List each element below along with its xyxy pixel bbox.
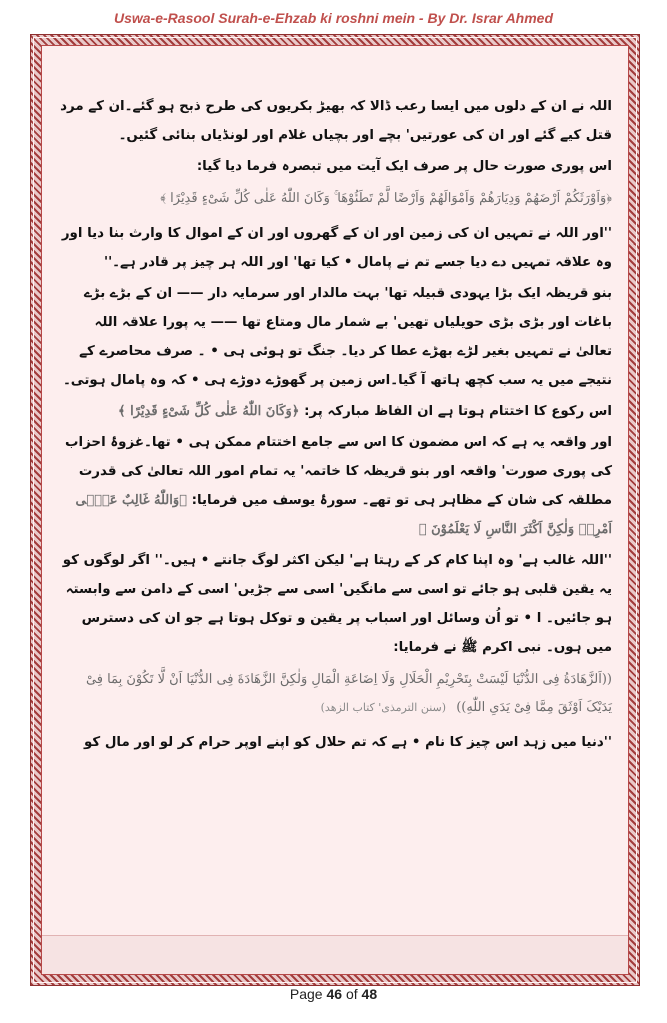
hadith-text: ((اَلزَّهَادَةُ فِی الدُّنْیَا لَیْسَتْ بِتَحْرِیْمِ الْحَلَالِ وَلَا اِضَاعَةِ الْمَالِ وَلٰکِنَّ الزَّهَادَةَ فِی الدُّنْیَا اَنْ لَّا تَکُوْنَ بِمَا فِیْ یَدَیْکَ اَوْثَقَ مِمَّا فِیْ یَدَیِ اللّٰهِ)) bbox=[85, 672, 612, 715]
page-bottom-strip bbox=[42, 935, 628, 974]
paragraph-4-intro bbox=[60, 397, 612, 426]
paragraph-4-intro-text: اس رکوع کا اختتام ہوتا ہے ان الفاظ مبارکہ پر: bbox=[304, 404, 612, 419]
paragraph-4 bbox=[60, 428, 612, 544]
ayah-3: ﴿وَاللّٰهُ غَالِبٌ عَلٰۤی اَمْرِهٖ وَلٰکِنَّ اَکْثَرَ النَّاسِ لَا یَعْلَمُوْنَ ﴾ bbox=[75, 493, 612, 537]
page-number bbox=[0, 986, 667, 1002]
current-page-number: 46 bbox=[326, 986, 343, 1002]
decorative-page-border bbox=[30, 34, 640, 986]
ayah-1: ﴿وَاَوْرَثَکُمْ اَرْضَهُمْ وَدِیَارَهُمْ وَاَمْوَالَهُمْ وَاَرْضًا لَّمْ تَطَئُوْهَا ۚ وَکَانَ اللّٰهُ عَلٰی کُلِّ شَیْءٍ قَدِیْرًا ﴾ bbox=[160, 191, 612, 206]
translation-1: ''اور اللہ نے تمہیں ان کی زمین اور ان کے گھروں اور ان کے اموال کا وارث بنا دیا اور وہ علاقہ تمہیں دے دیا جسے تم نے پامال • کیا تھا' اور اللہ ہر چیز پر قادر ہے۔'' bbox=[61, 226, 612, 270]
paragraph-3: بنو قریظہ ایک بڑا یہودی قبیلہ تھا' بہت مالدار اور سرمایہ دار —— ان کے بڑے بڑے باغات اور بڑی بڑی حویلیاں تھیں' بے شمار مال ومتاع تھا —— یہ پورا علاقہ اللہ تعالیٰ نے تمہیں بغیر لڑے بھڑے عطا کر دیا۔ جنگ تو ہوئی ہی • ۔ صرف محاصرے کے نتیجے میں یہ سب کچھ ہاتھ آ گیا۔اس زمین پر گھوڑے دوڑے ہی • کہ وہ پامال ہوتی۔ bbox=[62, 286, 612, 388]
paragraph-6: ''دنیا میں زہد اس چیز کا نام • ہے کہ تم حلال کو اپنے اوپر حرام کر لو اور مال کو bbox=[83, 735, 612, 750]
of-label: of bbox=[345, 986, 358, 1002]
paragraph-5: ''اللہ غالب ہے' وہ اپنا کام کر کے رہتا ہے' لیکن اکثر لوگ جانتے • ہیں۔'' اگر لوگوں کو یہ یقین قلبی ہو جائے تو اسی سے مانگیں' اسی سے جڑیں' اسی کے دامن سے وابستہ ہو جائیں۔ ا • تو اُن وسائل اور اسباب پر یقین و توکل ہوتا ہے جو ان کی دسترس میں ہوں۔ نبی اکرم ﷺ نے فرمایا: bbox=[62, 553, 612, 655]
hadith bbox=[60, 666, 612, 722]
paragraph-1: اللہ نے ان کے دلوں میں ایسا رعب ڈالا کہ بھیڑ بکریوں کی طرح ذبح ہو گئے۔ان کے مرد قتل کیے گئے اور ان کی عورتیں' بچے اور بچیاں غلام اور لونڈیاں بنائی گئیں۔ bbox=[60, 99, 612, 143]
page-label: Page bbox=[289, 986, 323, 1002]
document-title: Uswa-e-Rasool Surah-e-Ehzab ki roshni mein - By Dr. Israr Ahmed bbox=[113, 10, 554, 26]
paragraph-2: اس پوری صورت حال پر صرف ایک آیت میں تبصرہ فرما دیا گیا: bbox=[196, 159, 612, 174]
page-content bbox=[41, 45, 629, 975]
hadith-reference: (سنن الترمذی' کتاب الزھد) bbox=[320, 701, 447, 714]
paragraph-4-text: اور واقعہ یہ ہے کہ اس مضمون کا اس سے جامع اختتام ممکن ہی • تھا۔غزوۂ احزاب کی پوری صورت' واقعہ اور بنو قریظہ کا خاتمہ' یہ تمام امور اللہ تعالیٰ کی قدرت مطلقہ کی شان کے مظاہر ہی تو تھے۔ سورۂ یوسف میں فرمایا: bbox=[65, 435, 612, 508]
ayah-2: ﴿وَکَانَ اللّٰهُ عَلٰی کُلِّ شَیْءٍ قَدِیْرًا ﴾ bbox=[117, 404, 300, 419]
total-pages-number: 48 bbox=[361, 986, 378, 1002]
